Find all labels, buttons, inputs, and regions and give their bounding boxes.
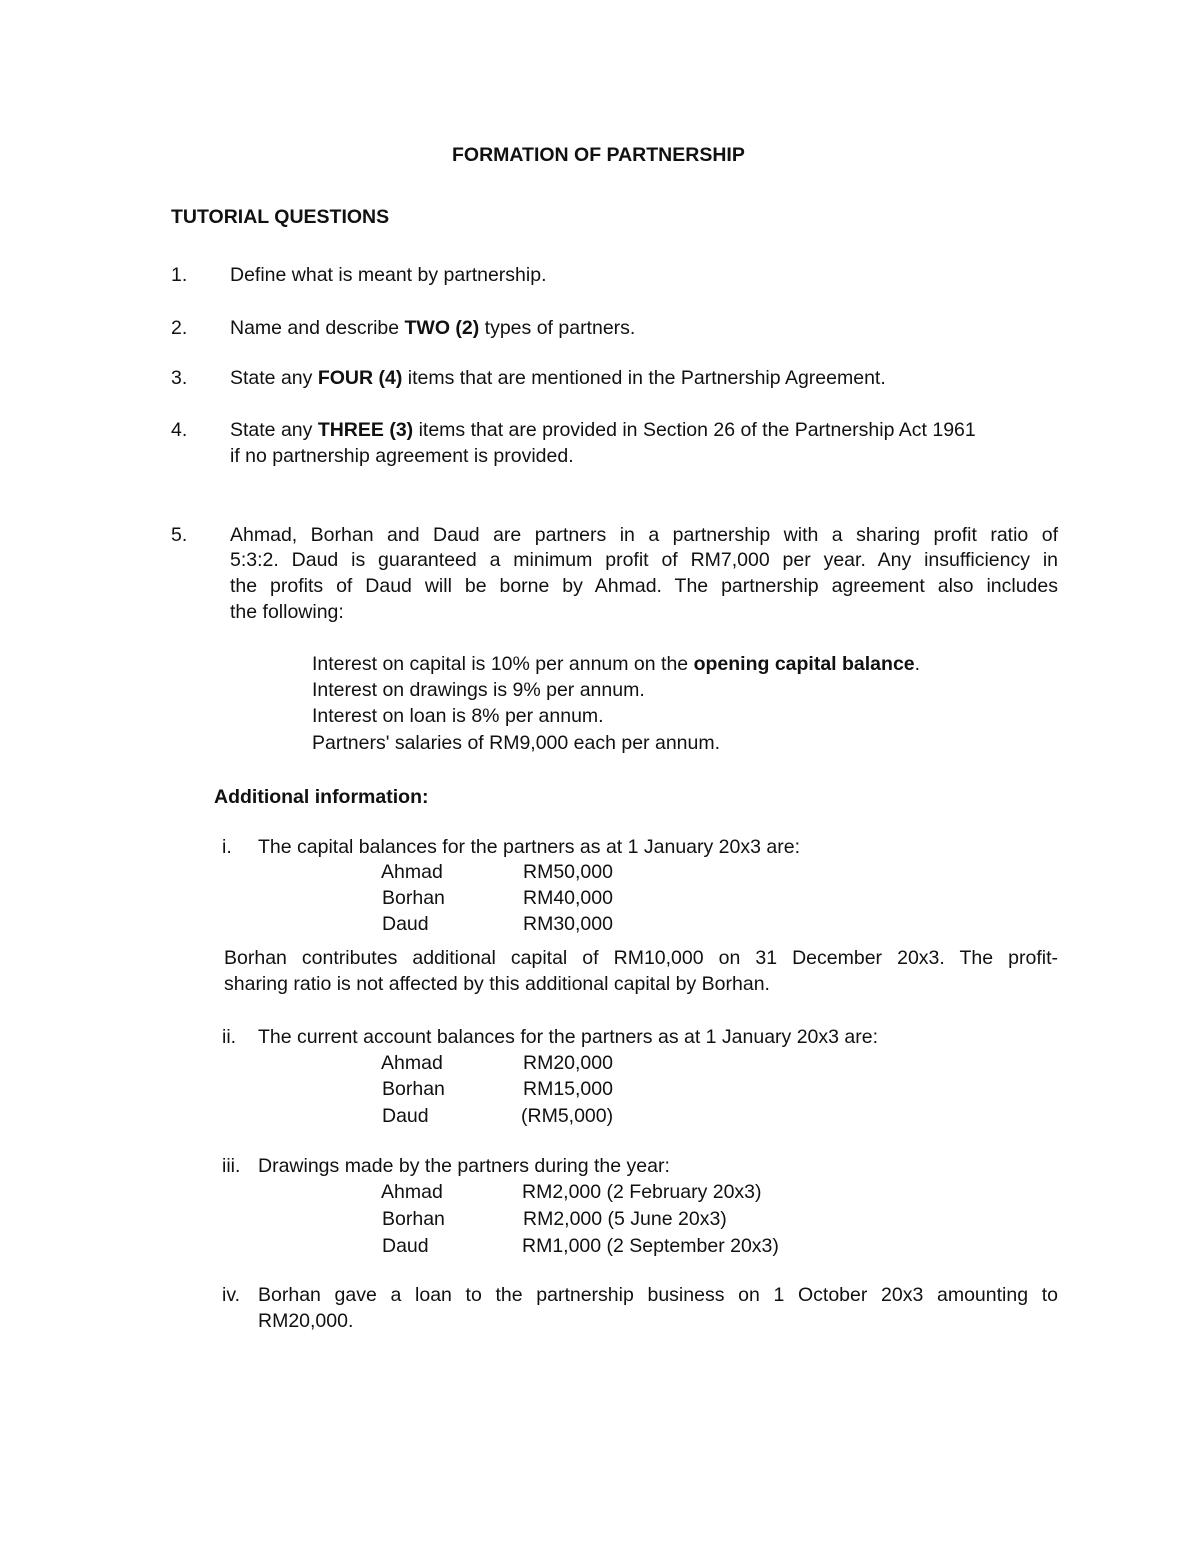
item-i-row-name: Borhan xyxy=(382,887,445,909)
question-3-text: State any FOUR (4) items that are mentioned in the Partnership Agreement. xyxy=(230,367,886,389)
bullet-item-3: Interest on loan is 8% per annum. xyxy=(312,705,604,727)
item-i-number: i. xyxy=(222,836,232,858)
item-iii-number: iii. xyxy=(222,1155,241,1177)
bullet-item-4: Partners' salaries of RM9,000 each per annum. xyxy=(312,732,721,754)
question-3-number: 3. xyxy=(171,367,188,389)
item-i-row-name: Ahmad xyxy=(381,861,443,883)
item-ii-text: The current account balances for the partners as at 1 January 20x3 are: xyxy=(258,1026,879,1048)
item-iii-row-name: Daud xyxy=(382,1235,429,1257)
item-i-note-line-2: sharing ratio is not affected by this additional capital by Borhan. xyxy=(224,973,770,995)
bullet-item-2: Interest on drawings is 9% per annum. xyxy=(312,679,645,701)
question-2-text: Name and describe TWO (2) types of partners. xyxy=(230,317,636,339)
item-iii-row-amount: RM2,000 (2 February 20x3) xyxy=(522,1181,762,1203)
bullet-item-1: Interest on capital is 10% per annum on the opening capital balance. xyxy=(312,653,921,675)
question-2-number: 2. xyxy=(171,317,188,339)
question-4-number: 4. xyxy=(171,419,188,441)
item-ii-row-amount: RM20,000 xyxy=(523,1052,613,1074)
question-5-line-1: Ahmad, Borhan and Daud are partners in a partnership with a sharing profit ratio of xyxy=(230,524,1058,546)
item-iii-row-amount: RM1,000 (2 September 20x3) xyxy=(522,1235,779,1257)
item-i-row-name: Daud xyxy=(382,913,429,935)
item-iii-row-amount: RM2,000 (5 June 20x3) xyxy=(523,1208,727,1230)
section-heading: TUTORIAL QUESTIONS xyxy=(171,206,390,228)
question-5-line-3: the profits of Daud will be borne by Ahmad. The partnership agreement also includes xyxy=(230,575,1058,597)
item-ii-row-name: Daud xyxy=(382,1105,429,1127)
question-5-number: 5. xyxy=(171,524,188,546)
question-5-line-2: 5:3:2. Daud is guaranteed a minimum profit of RM7,000 per year. Any insufficiency in xyxy=(230,549,1058,571)
question-1-text: Define what is meant by partnership. xyxy=(230,264,547,286)
question-4-line-1: State any THREE (3) items that are provided in Section 26 of the Partnership Act 1961 xyxy=(230,419,976,441)
item-ii-row-name: Borhan xyxy=(382,1078,445,1100)
item-iv-number: iv. xyxy=(222,1284,241,1306)
item-ii-row-amount: RM15,000 xyxy=(523,1078,613,1100)
item-i-row-amount: RM30,000 xyxy=(523,913,613,935)
item-iv-line-2: RM20,000. xyxy=(258,1310,354,1332)
question-1-number: 1. xyxy=(171,264,188,286)
additional-info-heading: Additional information: xyxy=(214,786,429,808)
item-iii-text: Drawings made by the partners during the year: xyxy=(258,1155,670,1177)
item-i-text: The capital balances for the partners as at 1 January 20x3 are: xyxy=(258,836,800,858)
item-ii-row-amount: (RM5,000) xyxy=(521,1105,614,1127)
item-i-row-amount: RM40,000 xyxy=(523,887,613,909)
item-iv-line-1: Borhan gave a loan to the partnership business on 1 October 20x3 amounting to xyxy=(258,1284,1058,1306)
item-i-row-amount: RM50,000 xyxy=(523,861,613,883)
item-iii-row-name: Ahmad xyxy=(381,1181,443,1203)
question-5-line-4: the following: xyxy=(230,601,344,623)
item-ii-row-name: Ahmad xyxy=(381,1052,443,1074)
page-title: FORMATION OF PARTNERSHIP xyxy=(452,144,745,166)
item-ii-number: ii. xyxy=(222,1026,237,1048)
question-4-line-2: if no partnership agreement is provided. xyxy=(230,445,574,467)
item-i-note-line-1: Borhan contributes additional capital of RM10,000 on 31 December 20x3. The profit- xyxy=(224,947,1058,969)
item-iii-row-name: Borhan xyxy=(382,1208,445,1230)
